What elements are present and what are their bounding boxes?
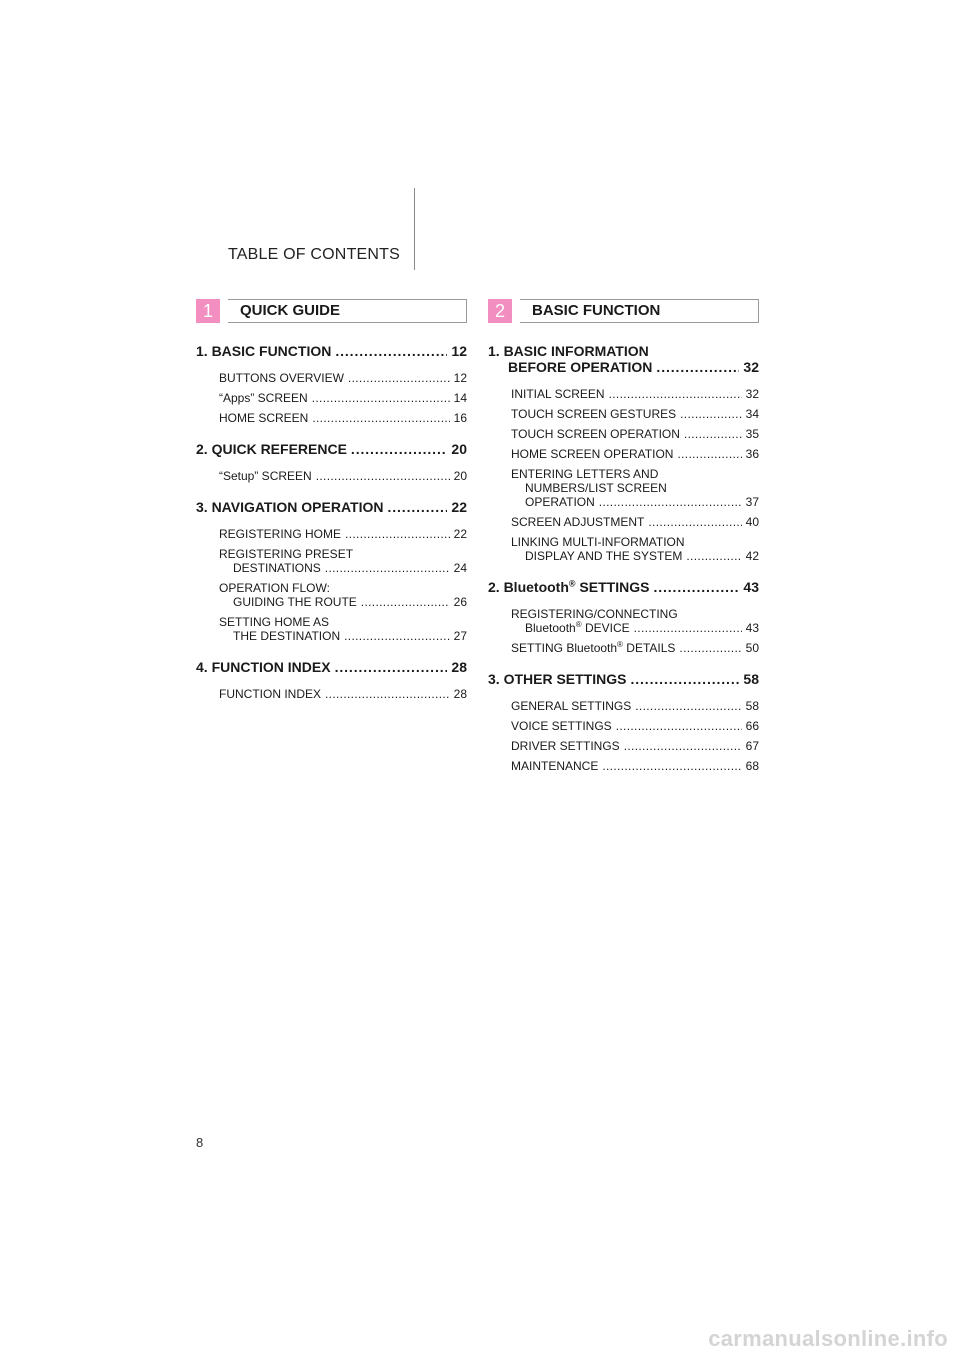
toc-page: 32	[745, 387, 759, 401]
toc-entry-title: HOME SCREEN OPERATION	[511, 447, 674, 461]
toc-entry[interactable]	[511, 607, 759, 635]
toc-chapter-title-line2: BEFORE OPERATION	[508, 359, 653, 375]
toc-entry-title: MAINTENANCE	[511, 759, 599, 773]
toc-entry-title: REGISTERING HOME	[219, 527, 342, 541]
toc-entry-title-part: DETAILS	[622, 641, 676, 655]
toc-entry-title-line2: DESTINATIONS	[233, 561, 321, 575]
leader-dots	[656, 359, 739, 375]
leader-dots	[680, 407, 742, 421]
toc-entry[interactable]	[511, 719, 759, 733]
toc-entry[interactable]	[511, 699, 759, 713]
toc-page: 22	[451, 499, 467, 515]
leader-dots	[616, 719, 742, 733]
toc-chapter-title-part: SETTINGS	[575, 579, 650, 595]
toc-page: 20	[451, 441, 467, 457]
toc-list	[196, 343, 467, 701]
toc-entry-title-line2: DISPLAY AND THE SYSTEM	[525, 549, 683, 563]
page-number: 8	[196, 1135, 204, 1150]
toc-page: 43	[743, 579, 759, 595]
toc-entry[interactable]	[511, 739, 759, 753]
header-divider	[414, 188, 415, 270]
toc-entry[interactable]	[219, 527, 467, 541]
toc-entry[interactable]	[511, 387, 759, 401]
leader-dots	[344, 629, 450, 643]
toc-column-quick-guide	[196, 299, 467, 701]
toc-list	[488, 343, 759, 773]
leader-dots	[361, 595, 450, 609]
toc-page: 28	[451, 659, 467, 675]
leader-dots	[602, 759, 741, 773]
toc-entry-title: DRIVER SETTINGS	[511, 739, 620, 753]
toc-page: 27	[453, 629, 467, 643]
toc-entry-title: HOME SCREEN	[219, 411, 309, 425]
toc-entry-title-line1: SETTING HOME AS	[219, 615, 330, 629]
toc-page: 43	[745, 621, 759, 635]
toc-page: 42	[745, 549, 759, 563]
toc-page: 12	[453, 371, 467, 385]
toc-entry-title: BUTTONS OVERVIEW	[219, 371, 344, 385]
leader-dots	[316, 469, 450, 483]
toc-entry-title-line1: OPERATION FLOW:	[219, 581, 330, 595]
toc-entry[interactable]	[511, 515, 759, 529]
toc-chapter[interactable]	[488, 343, 759, 375]
toc-entry-title: TOUCH SCREEN GESTURES	[511, 407, 677, 421]
toc-page: 67	[745, 739, 759, 753]
leader-dots	[653, 579, 739, 595]
section-title: BASIC FUNCTION	[520, 299, 759, 323]
leader-dots	[677, 447, 741, 461]
leader-dots	[648, 515, 741, 529]
toc-entry[interactable]	[511, 467, 759, 509]
toc-entry-title: “Apps” SCREEN	[219, 391, 308, 405]
toc-entry-title-line2: THE DESTINATION	[233, 629, 341, 643]
toc-chapter-title: 2. QUICK REFERENCE	[196, 441, 347, 457]
section-number-badge: 1	[196, 299, 220, 323]
toc-chapter[interactable]	[196, 659, 467, 675]
registered-mark: ®	[575, 620, 582, 629]
toc-entry[interactable]	[219, 547, 467, 575]
toc-entry[interactable]	[219, 469, 467, 483]
toc-page: 14	[453, 391, 467, 405]
toc-page: 34	[745, 407, 759, 421]
leader-dots	[325, 561, 450, 575]
leader-dots	[599, 495, 742, 509]
toc-entry-title-line1: ENTERING LETTERS AND	[511, 467, 659, 481]
toc-chapter[interactable]	[488, 671, 759, 687]
toc-entry-title	[511, 641, 675, 655]
toc-chapter-title	[488, 579, 649, 595]
toc-chapter[interactable]	[196, 343, 467, 359]
toc-page: 50	[745, 641, 759, 655]
leader-dots	[609, 387, 742, 401]
toc-page: 22	[453, 527, 467, 541]
toc-page: 24	[453, 561, 467, 575]
toc-entry-title: SCREEN ADJUSTMENT	[511, 515, 645, 529]
toc-chapter-title-part: 2. Bluetooth	[488, 579, 569, 595]
toc-entry-title-line2: NUMBERS/LIST SCREEN	[525, 481, 667, 495]
toc-page: 12	[451, 343, 467, 359]
leader-dots	[624, 739, 742, 753]
leader-dots	[634, 621, 742, 635]
registered-mark: ®	[568, 578, 576, 589]
toc-entry-title: VOICE SETTINGS	[511, 719, 612, 733]
toc-entry[interactable]	[511, 535, 759, 563]
leader-dots	[312, 411, 449, 425]
toc-entry[interactable]	[511, 427, 759, 441]
toc-entry-title: INITIAL SCREEN	[511, 387, 605, 401]
toc-page: 58	[745, 699, 759, 713]
toc-entry[interactable]	[219, 411, 467, 425]
leader-dots	[635, 699, 741, 713]
toc-entry-title: GENERAL SETTINGS	[511, 699, 632, 713]
toc-page: 35	[745, 427, 759, 441]
toc-chapter[interactable]	[196, 441, 467, 457]
toc-entry[interactable]	[511, 407, 759, 421]
toc-entry-title-part: SETTING Bluetooth	[511, 641, 618, 655]
toc-chapter-title: 3. NAVIGATION OPERATION	[196, 499, 384, 515]
leader-dots	[335, 659, 448, 675]
toc-entry-title-part: Bluetooth	[525, 621, 576, 635]
toc-entry[interactable]	[511, 641, 759, 655]
toc-entry[interactable]	[219, 391, 467, 405]
section-header-basic-function	[488, 299, 759, 323]
toc-page: 37	[745, 495, 759, 509]
leader-dots	[348, 371, 450, 385]
toc-page: 68	[745, 759, 759, 773]
toc-chapter[interactable]	[488, 579, 759, 595]
leader-dots	[684, 427, 742, 441]
toc-entry-title-line1: REGISTERING PRESET	[219, 547, 354, 561]
toc-entry[interactable]	[511, 447, 759, 461]
toc-page: 20	[453, 469, 467, 483]
toc-entry-title: “Setup” SCREEN	[219, 469, 312, 483]
toc-page: 16	[453, 411, 467, 425]
leader-dots	[312, 391, 450, 405]
registered-mark: ®	[617, 640, 623, 649]
leader-dots	[679, 641, 741, 655]
section-title: QUICK GUIDE	[228, 299, 467, 323]
section-header-quick-guide	[196, 299, 467, 323]
toc-page: 32	[743, 359, 759, 375]
toc-entry-title: TOUCH SCREEN OPERATION	[511, 427, 680, 441]
toc-chapter-title-line1: 1. BASIC INFORMATION	[488, 343, 649, 359]
toc-entry-title-part: DEVICE	[581, 621, 630, 635]
toc-chapter[interactable]	[196, 499, 467, 515]
toc-entry-title-line2	[525, 621, 630, 635]
toc-page: 26	[453, 595, 467, 609]
toc-entry[interactable]	[511, 759, 759, 773]
leader-dots	[351, 441, 448, 457]
toc-entry[interactable]	[219, 581, 467, 609]
toc-page: 28	[453, 687, 467, 701]
leader-dots	[630, 671, 739, 687]
toc-page: 66	[745, 719, 759, 733]
toc-chapter-title: 1. BASIC FUNCTION	[196, 343, 332, 359]
toc-page: 36	[745, 447, 759, 461]
toc-column-basic-function	[488, 299, 759, 773]
leader-dots	[387, 499, 447, 515]
toc-entry[interactable]	[219, 687, 467, 701]
toc-chapter-title: 4. FUNCTION INDEX	[196, 659, 331, 675]
toc-page: 40	[745, 515, 759, 529]
leader-dots	[345, 527, 450, 541]
toc-entry-title-line1: LINKING MULTI-INFORMATION	[511, 535, 685, 549]
leader-dots	[325, 687, 450, 701]
toc-entry[interactable]	[219, 371, 467, 385]
toc-entry-title-line3: OPERATION	[525, 495, 595, 509]
section-number-badge: 2	[488, 299, 512, 323]
toc-entry-title-line1: REGISTERING/CONNECTING	[511, 607, 678, 621]
toc-page: 58	[743, 671, 759, 687]
toc-chapter-title: 3. OTHER SETTINGS	[488, 671, 627, 687]
page-header-title: TABLE OF CONTENTS	[228, 246, 401, 263]
watermark: carmanualsonline.info	[708, 1326, 948, 1351]
toc-entry-title: FUNCTION INDEX	[219, 687, 321, 701]
toc-entry[interactable]	[219, 615, 467, 643]
toc-entry-title-line2: GUIDING THE ROUTE	[233, 595, 357, 609]
leader-dots	[686, 549, 741, 563]
leader-dots	[335, 343, 447, 359]
